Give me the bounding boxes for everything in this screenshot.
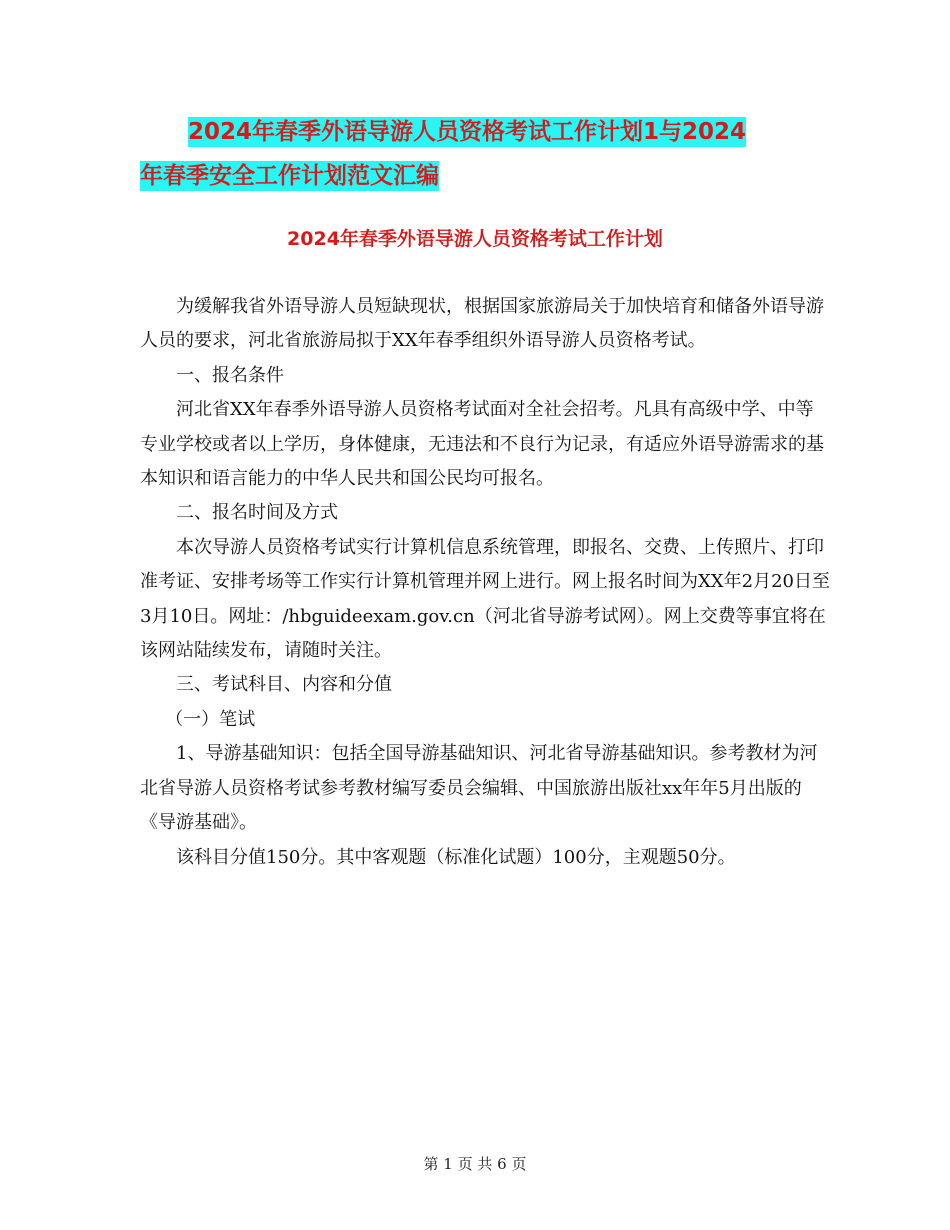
document-body <box>140 290 830 875</box>
heading-written-exam: （一）笔试 <box>165 708 256 730</box>
section-title: 2024年春季外语导游人员资格考试工作计划 <box>287 228 663 250</box>
paragraph-registration-conditions: 河北省XX年春季外语导游人员资格考试面对全社会招考。凡具有高级中学、中等专业学校或者以上学历，身体健康，无违法和不良行为记录，有适应外语导游需求的基本知识和语言能力的中华人民共和国公民均可报名。 <box>140 399 824 490</box>
paragraph-registration-time: 本次导游人员资格考试实行计算机信息系统管理，即报名、交费、上传照片、打印准考证、安排考场等工作实行计算机管理并网上进行。网上报名时间为XX年2月20日至3月10日。网址：/hbguideexam.gov.cn（河北省导游考试网）。网上交费等事宜将在该网站陆续发布，请随时关注。 <box>140 536 830 662</box>
title-line-1: 2024年春季外语导游人员资格考试工作计划1与2024 <box>188 119 747 145</box>
paragraph-score: 该科目分值150分。其中客观题（标准化试题）100分，主观题50分。 <box>176 846 736 868</box>
heading-registration-conditions: 一、报名条件 <box>176 364 284 386</box>
paragraph-guide-basics: 1、导游基础知识：包括全国导游基础知识、河北省导游基础知识。参考教材为河北省导游人员资格考试参考教材编写委员会编辑、中国旅游出版社xx年年5月出版的《导游基础》。 <box>140 743 818 834</box>
heading-exam-subjects: 三、考试科目、内容和分值 <box>176 674 392 696</box>
title-line-2: 年春季安全工作计划范文汇编 <box>140 163 439 189</box>
heading-registration-time: 二、报名时间及方式 <box>176 502 338 524</box>
page-footer: 第 1 页 共 6 页 <box>423 1155 527 1173</box>
paragraph-intro: 为缓解我省外语导游人员短缺现状，根据国家旅游局关于加快培育和储备外语导游人员的要求，河北省旅游局拟于XX年春季组织外语导游人员资格考试。 <box>140 296 824 352</box>
document-title <box>140 110 840 198</box>
